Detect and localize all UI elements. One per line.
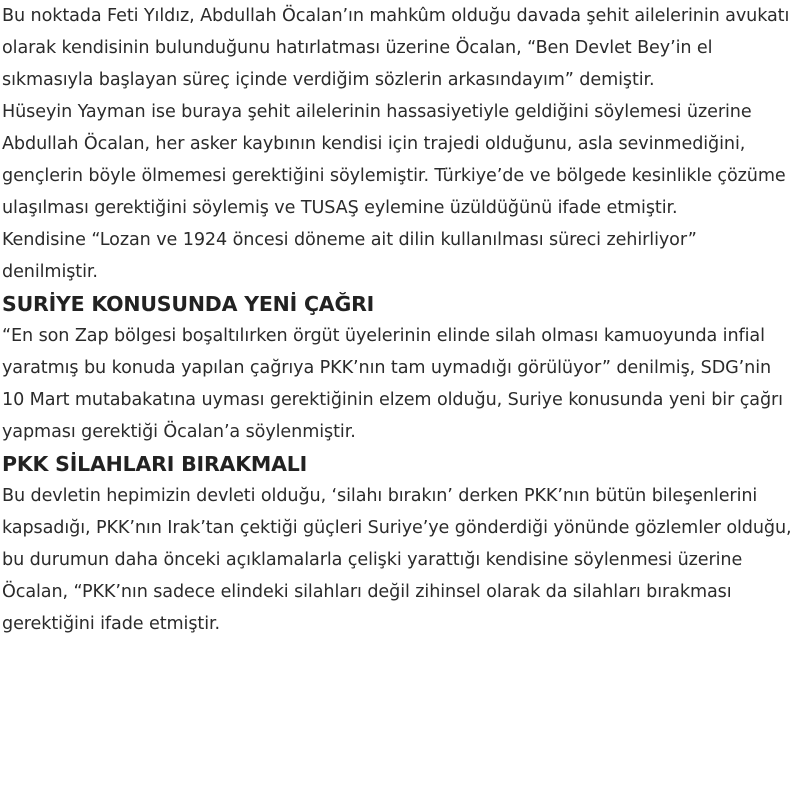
paragraph-suriye: “En son Zap bölgesi boşaltılırken örgüt üyelerinin elinde silah olması kamuoyunda infial yaratmış bu konuda yapılan çağrıya PKK’nın tam uymadığı görülüyor” denilmiş, SDG’nin 10 Mart mutabakatına uyması gerektiğinin elzem olduğu, Suriye konusunda yeni bir çağrı yapması gerektiği Öcalan’a söylenmiştir. <box>2 326 783 442</box>
paragraph-huseyin-yayman: Hüseyin Yayman ise buraya şehit ailelerinin hassasiyetiyle geldiğini söylemesi üzerine Abdullah Öcalan, her asker kaybının kendisi için trajedi olduğunu, asla sevinmediğini, gençlerin böyle ölmemesi gerektiğini söylemiştir. Türkiye’de ve bölgede kesinlikle çözüme ulaşılması gerektiğini söylemiş ve TUSAŞ eylemine üzüldüğünü ifade etmiştir. <box>2 102 786 218</box>
paragraph-pkk: Bu devletin hepimizin devleti olduğu, ‘silahı bırakın’ derken PKK’nın bütün bileşenlerini kapsadığı, PKK’nın Irak’tan çektiği güçleri Suriye’ye gönderdiği yönünde gözlemler olduğu, bu durumun daha önceki açıklamalarla çelişki yarattığı kendisine söylenmesi üzerine Öcalan, “PKK’nın sadece elindeki silahları değil zihinsel olarak da silahları bırakması gerektiğini ifade etmiştir. <box>2 486 792 634</box>
paragraph-feti-yildiz: Bu noktada Feti Yıldız, Abdullah Öcalan’ın mahkûm olduğu davada şehit ailelerinin avukatı olarak kendisinin bulunduğunu hatırlatması üzerine Öcalan, “Ben Devlet Bey’in el sıkmasıyla başlayan süreç içinde verdiğim sözlerin arkasındayım” demiştir. <box>2 6 790 90</box>
heading-suriye: SURİYE KONUSUNDA YENİ ÇAĞRI <box>2 292 375 316</box>
heading-pkk: PKK SİLAHLARI BIRAKMALI <box>2 452 308 476</box>
paragraph-lozan: Kendisine “Lozan ve 1924 öncesi döneme ait dilin kullanılması süreci zehirliyor” denilmiştir. <box>2 230 697 282</box>
